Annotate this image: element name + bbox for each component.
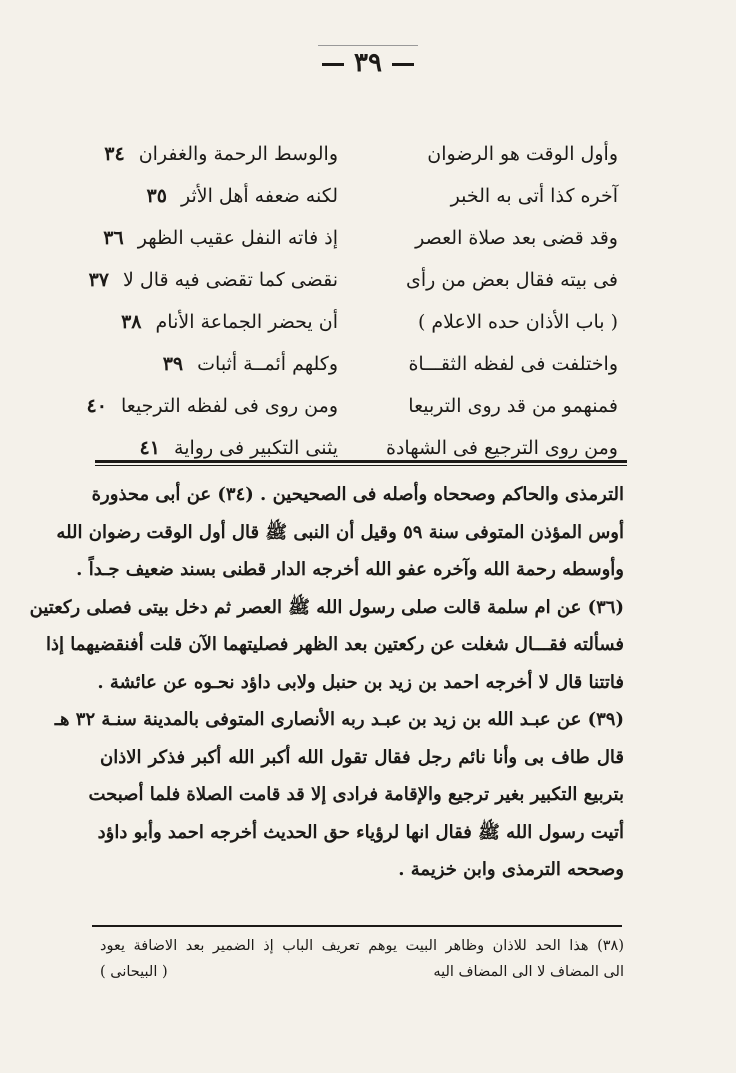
poem-verses [86,133,618,469]
verse-number: ٣٧ [88,269,109,291]
verse-second-half-text: والوسط الرحمة والغفران [138,143,338,165]
commentary-line: (٣٦) عن ام سلمة قالت صلى رسول الله ﷺ العصر ثم دخل بيتى فصلى ركعتين [29,596,624,618]
verse-row [118,301,618,343]
footnote-line: الى المضاف لا الى المضاف اليه [433,964,624,980]
verse-row [118,175,618,217]
footnote-signature: ( البيحانى ) [100,964,168,980]
verse-first-half: ( باب الأذان حده الاعلام ) [417,311,618,333]
verse-row [103,217,618,259]
verse-number: ٣٩ [162,353,184,375]
verse-second-half [103,227,338,249]
verse-row [86,385,618,427]
commentary-line: فسألته فقـــال شغلت عن ركعتين بعد الظهر فصليتهما الآن قلت أفنقضيهما إذا [45,634,624,655]
commentary-line: وأوسطه رحمة الله وآخره عفو الله أخرجه الدار قطنى بسند ضعيف جـداً . [76,559,624,580]
commentary-line: وصححه الترمذى وابن خزيمة . [398,859,624,880]
verse-second-half-text: لكنه ضعفه أهل الأثر [181,185,338,207]
commentary-line: فاتتنا قال لا أخرجه احمد بن زيد بن حنبل ولابى داؤد نحـوه عن عائشة . [97,671,624,693]
verse-number: ٣٦ [103,227,124,249]
header-dash-right [392,63,414,66]
verse-number: ٤١ [139,437,160,459]
verse-second-half [118,311,338,333]
commentary-line: أوس المؤذن المتوفى سنة ٥٩ وقيل أن النبى ﷺ قال أول الوقت رضوان الله [56,521,624,543]
verse-second-half [118,353,338,375]
verse-second-half [86,395,338,417]
footnote-divider [92,925,622,927]
verse-number: ٣٨ [121,311,142,333]
commentary-line: قال طاف بى وأنا نائم رجل فقال تقول الله أكبر الله أكبر فذكر الاذان [100,746,624,768]
verse-second-half-text: أن يحضر الجماعة الأنام [155,311,338,333]
verse-first-half: وأول الوقت هو الرضوان [427,143,618,165]
page-header [0,48,736,78]
verse-first-half: واختلفت فى لفظه الثقـــاة [408,353,618,375]
verse-second-half [118,185,338,207]
verse-first-half: فى بيته فقال بعض من رأى [405,269,618,291]
verse-second-half-text: إذ فاته النفل عقيب الظهر [137,227,338,249]
verse-second-half-text: ومن روى فى لفظه الترجيعا [120,395,338,417]
commentary [29,476,624,889]
header-dash-left [322,63,344,66]
verse-second-half [104,143,338,165]
verse-first-half: وقد قضى بعد صلاة العصر [415,227,618,249]
commentary-line: الترمذى والحاكم وصححاه وأصله فى الصحيحين . (٣٤) عن أبى محذورة [91,484,624,505]
commentary-line: (٣٩) عن عبـد الله بن زيد بن عبـد ربه الأنصارى المتوفى بالمدينة سنـة ٣٢ هـ [54,709,624,730]
verse-first-half: ومن روى الترجيع فى الشهادة [386,437,618,459]
page-number: ٣٩ [354,48,382,78]
commentary-line: بتربيع التكبير بغير ترجيع والإقامة فرادى إلا قد قامت الصلاة فلما أصبحت [88,784,624,805]
commentary-line: أتيت رسول الله ﷺ فقال انها لرؤياء حق الحديث أخرجه احمد وأبو داؤد [97,821,624,843]
verse-first-half: فمنهمو من قد روى التربيعا [408,395,618,417]
header-rule [318,45,418,46]
verse-second-half-text: يثنى التكبير فى رواية [174,437,338,459]
footnote-line: (٣٨) هذا الحد للاذان وظاهر البيت يوهم تعريف الباب إذ الضمير بعد الاضافة يعود [100,938,624,954]
verse-number: ٣٤ [104,143,125,165]
footnote [100,933,624,985]
verse-second-half-text: نقضى كما تقضى فيه قال لا [123,269,338,291]
verse-row [118,343,618,385]
verse-first-half: آخره كذا أتى به الخبر [450,185,618,207]
footnote-row [100,959,624,985]
verse-second-half [118,437,338,459]
section-divider-thin [95,465,627,466]
verse-number: ٤٠ [86,395,107,417]
verse-row [104,133,618,175]
verse-second-half-text: وكلهم أئمــة أثبات [197,353,338,375]
section-divider [95,460,627,463]
verse-second-half [88,269,338,291]
verse-row [88,259,618,301]
verse-number: ٣٥ [146,185,167,207]
